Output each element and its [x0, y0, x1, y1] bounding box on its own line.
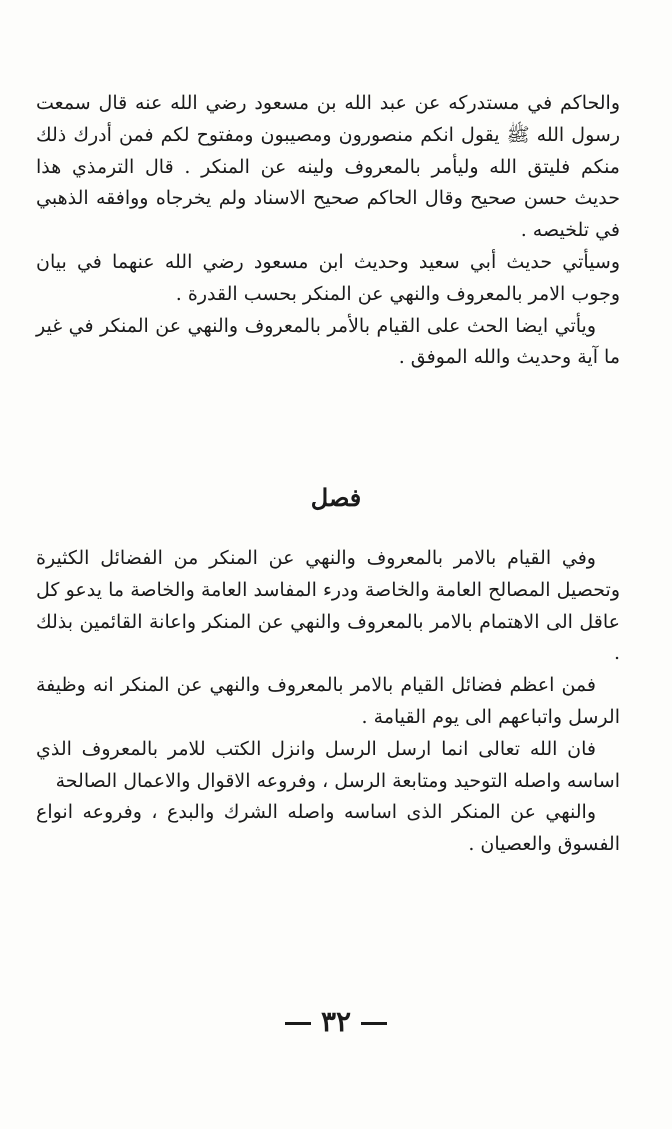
bottom-text-block: [36, 543, 620, 861]
page-number-value: ٣٢: [320, 1005, 352, 1038]
top-text-block: [36, 88, 620, 374]
section-heading: فصل: [310, 483, 362, 512]
paragraph-forbidding-evil: والنهي عن المنكر الذى اساسه واصله الشرك والبدع ، وفروعه انواع الفسوق والعصيان .: [36, 801, 620, 856]
page-number: [0, 1000, 672, 1044]
paragraph-encouragement: ويأتي ايضا الحث على القيام بالأمر بالمعروف والنهي عن المنكر في غير ما آية وحديث والله الموفق .: [36, 314, 620, 369]
paragraph-hadith-hakim: والحاكم في مستدركه عن عبد الله بن مسعود رضي الله عنه قال سمعت رسول الله ﷺ يقول انكم منصورون ومصيبون ومفتوح لكم فمن أدرك ذلك منكم فليتق الله وليأمر بالمعروف ولينه عن المنكر . قال الترمذي هذا حديث حسن صحيح وقال الحاكم صحيح الاسناد ولم يخرجاه ووافقه الذهبي في تلخيصه .: [36, 92, 620, 242]
paragraph-messengers-sent: فان الله تعالى انما ارسل الرسل وانزل الكتب للامر بالمعروف الذي اساسه واصله التوحيد ومتابعة الرسل ، وفروعه الاقوال والاعمال الصالحة: [36, 737, 620, 792]
left-dash: [361, 1022, 387, 1025]
right-dash: [285, 1022, 311, 1025]
paragraph-greatest-virtue: فمن اعظم فضائل القيام بالامر بالمعروف والنهي عن المنكر انه وظيفة الرسل واتباعهم الى يوم القيامة .: [36, 674, 620, 728]
paragraph-coming-hadiths: وسيأتي حديث أبي سعيد وحديث ابن مسعود رضي الله عنهما في بيان وجوب الامر بالمعروف والنهي عن المنكر بحسب القدرة .: [36, 250, 620, 305]
paragraph-virtues: وفي القيام بالامر بالمعروف والنهي عن المنكر من الفضائل الكثيرة وتحصيل المصالح العامة والخاصة ودرء المفاسد العامة والخاصة ما يدعو كل عاقل الى الاهتمام بالامر بالمعروف والنهي عن المنكر واعانة القائمين بذلك .: [36, 547, 620, 665]
